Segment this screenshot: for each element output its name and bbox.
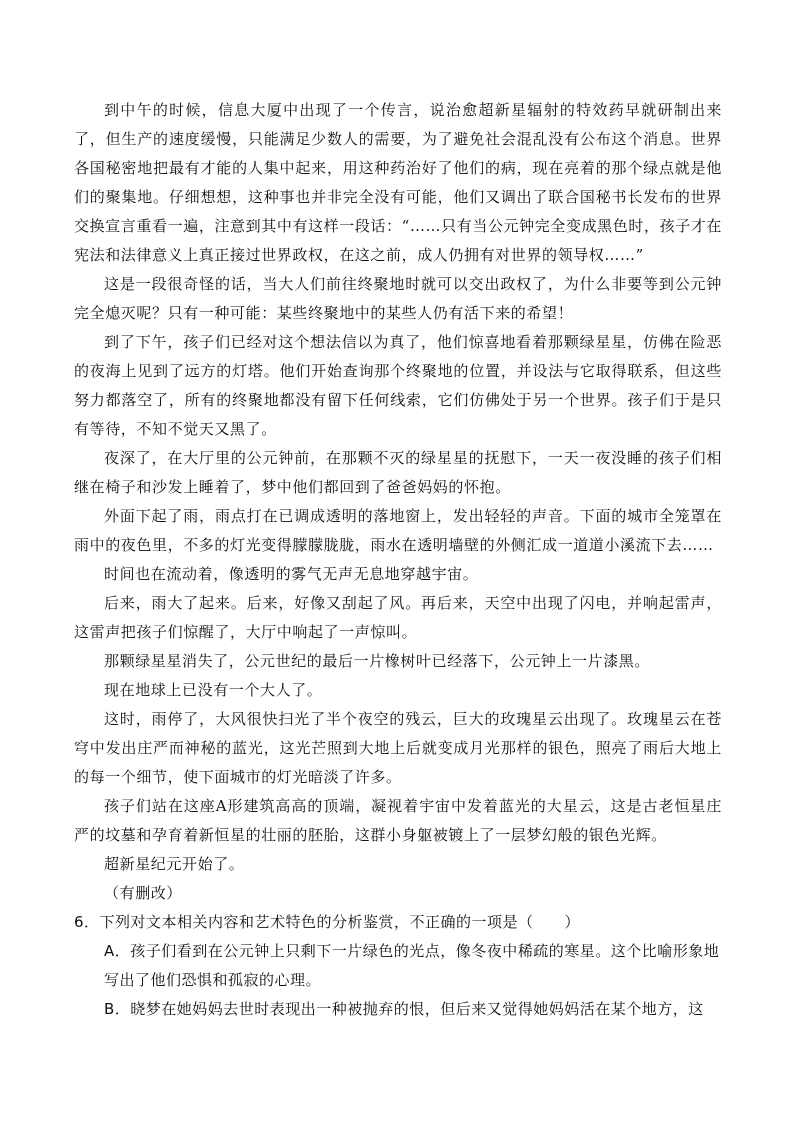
passage-paragraph-2: 这是一段很奇怪的话，当大人们前往终聚地时就可以交出政权了，为什么非要等到公元钟完全熄灭呢？只有一种可能：某些终聚地中的某些人仍有活下来的希望！	[74, 275, 722, 322]
passage-paragraph-6: 时间也在流动着，像透明的雾气无声无息地穿越宇宙。	[104, 565, 479, 583]
passage-paragraph-11: 孩子们站在这座A形建筑高高的顶端，凝视着宇宙中发着蓝光的大星云，这是古老恒星庄严的坟墓和孕育着新恒星的壮丽的胚胎，这群小身躯被镀上了一层梦幻般的银色光辉。	[74, 797, 722, 844]
passage-paragraph-3: 到了下午，孩子们已经对这个想法信以为真了，他们惊喜地看着那颗绿星星，仿佛在险恶的夜海上见到了远方的灯塔。他们开始查询那个终聚地的位置，并设法与它取得联系，但这些努力都落空了，所有的终聚地都没有留下任何线索，它们仿佛处于另一个世界。孩子们于是只有等待，不知不觉天又黑了。	[74, 333, 722, 438]
passage-paragraph-1: 到中午的时候，信息大厦中出现了一个传言，说治愈超新星辐射的特效药早就研制出来了，但生产的速度缓慢，只能满足少数人的需要，为了避免社会混乱没有公布这个消息。世界各国秘密地把最有才能的人集中起来，用这种药治好了他们的病，现在亮着的那个绿点就是他们的聚集地。仔细想想，这种事也并非完全没有可能，他们又调出了联合国秘书长发布的世界交换宣言重看一遍，注意到其中有这样一段话：“……只有当公元钟完全变成黑色时，孩子才在宪法和法律意义上真正接过世界政权，在这之前，成人仍拥有对世界的领导权……”	[74, 101, 722, 264]
passage-paragraph-10: 这时，雨停了，大风很快扫光了半个夜空的残云，巨大的玫瑰星云出现了。玫瑰星云在苍穹中发出庄严而神秘的蓝光，这光芒照到大地上后就变成月光那样的银色，照亮了雨后大地上的每一个细节，使下面城市的灯光暗淡了许多。	[74, 710, 722, 786]
passage-paragraph-9: 现在地球上已没有一个大人了。	[104, 681, 323, 699]
option-b[interactable]: B．晓梦在她妈妈去世时表现出一种被抛弃的恨，但后来又觉得她妈妈活在某个地方，这	[104, 1000, 704, 1018]
passage-paragraph-4: 夜深了，在大厅里的公元钟前，在那颗不灭的绿星星的抚慰下，一天一夜没睡的孩子们相继在椅子和沙发上睡着了，梦中他们都回到了爸爸妈妈的怀抱。	[74, 449, 722, 496]
option-a[interactable]: A．孩子们看到在公元钟上只剩下一片绿色的光点，像冬夜中稀疏的寒星。这个比喻形象地写出了他们恐惧和孤寂的心理。	[104, 942, 720, 989]
edit-note: （有删改）	[104, 884, 183, 902]
passage-paragraph-7: 后来，雨大了起来。后来，好像又刮起了风。再后来，天空中出现了闪电，并响起雷声，这雷声把孩子们惊醒了，大厅中响起了一声惊叫。	[74, 594, 722, 641]
question-stem: 6．下列对文本相关内容和艺术特色的分析鉴赏，不正确的一项是（ ）	[74, 913, 581, 931]
passage-paragraph-8: 那颗绿星星消失了，公元世纪的最后一片橡树叶已经落下，公元钟上一片漆黑。	[104, 652, 651, 670]
passage-paragraph-12: 超新星纪元开始了。	[104, 855, 245, 873]
document-page	[74, 96, 722, 1024]
passage-paragraph-5: 外面下起了雨，雨点打在已调成透明的落地窗上，发出轻轻的声音。下面的城市全笼罩在雨中的夜色里，不多的灯光变得朦朦胧胧，雨水在透明墙壁的外侧汇成一道道小溪流下去……	[74, 507, 722, 554]
